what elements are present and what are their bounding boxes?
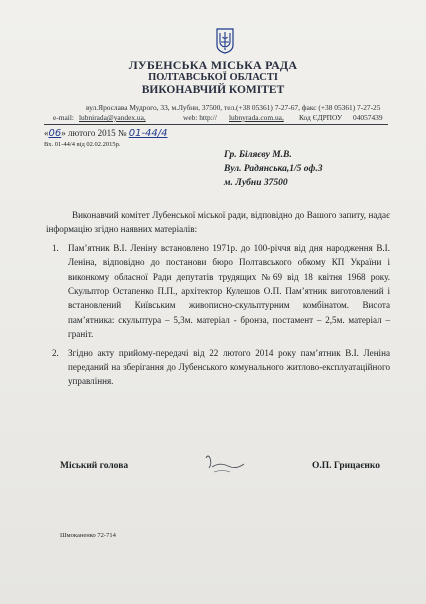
document-date-number: «06» лютого 2015 № 01-44/4 <box>44 128 168 139</box>
edrpou-label: Код ЄДРПОУ <box>299 113 343 122</box>
recipient-name: Гр. Біляєву М.В. <box>224 150 292 160</box>
web-label: web: http:// <box>183 113 217 122</box>
list-item: 1. Пам’ятник В.І. Леніну встановлено 1971р. до 100-річчя від дня народження В.І. Леніна, відповідно до постанови бюро Полтавського обкому КП України і виконкому обласної Ради депутатів трудящих №69 від 18 квітня 1968 року. Скульптор Остапенко П.П., архітектор Кулешов О.П. Пам’ятник виготовлений і встановлений Київським живописно-скульптурним комбінатом. Висота пам’ятника: скульптура – 5,3м. матеріал - бронза, постамент – 2,5м. матеріал – граніт. <box>52 242 390 340</box>
incoming-reference: Вх. 01-44/4 від 02.02.2015р. <box>44 141 121 148</box>
council-name: ЛУБЕНСЬКА МІСЬКА РАДА <box>128 58 298 72</box>
executor-note: Шмоканенко 72-714 <box>60 532 116 539</box>
signatory-title: Міський голова <box>60 461 129 471</box>
committee-name: ВИКОНАВЧИЙ КОМІТЕТ <box>141 84 285 96</box>
web-link[interactable]: lubnyrada.com.ua, <box>229 113 284 122</box>
email-label: e-mail: <box>53 113 74 122</box>
intro-paragraph: Виконавчий комітет Лубенської міської ради, відповідно до Вашого запиту, надає інформацію згідно наявних матеріалів: <box>46 210 390 235</box>
letter-body <box>46 208 390 389</box>
region-name: ПОЛТАВСЬКОЇ ОБЛАСТІ <box>148 72 278 83</box>
recipient-street: Вул. Радянська,1/5 оф.3 <box>224 164 323 174</box>
handwritten-doc-number: 01-44/4 <box>128 128 168 139</box>
address-line: вул.Ярослава Мудрого, 33, м.Лубни, 37500, тел.(+38 05361) 7-27-67, факс (+38 05361) 7-27-25 <box>86 103 381 112</box>
month-year: лютого 2015 <box>67 128 116 138</box>
recipient-city: м. Лубни 37500 <box>224 178 288 188</box>
trident-coat-of-arms-icon <box>216 28 234 54</box>
signatory-name: О.П. Грицаєнко <box>312 461 381 471</box>
edrpou-value: 04057439 <box>353 113 383 122</box>
handwritten-signature-icon <box>198 452 258 478</box>
header-divider <box>44 124 388 125</box>
list-item: 2. Згідно акту прийому-передачі від 22 лютого 2014 року пам’ятник В.І. Леніна переданий на зберігання до Лубенського комунального житлово-експлуатаційного управління. <box>52 347 390 387</box>
handwritten-day: 06 <box>48 128 62 139</box>
email-link[interactable]: lubnirada@yandex.ua, <box>79 113 146 122</box>
